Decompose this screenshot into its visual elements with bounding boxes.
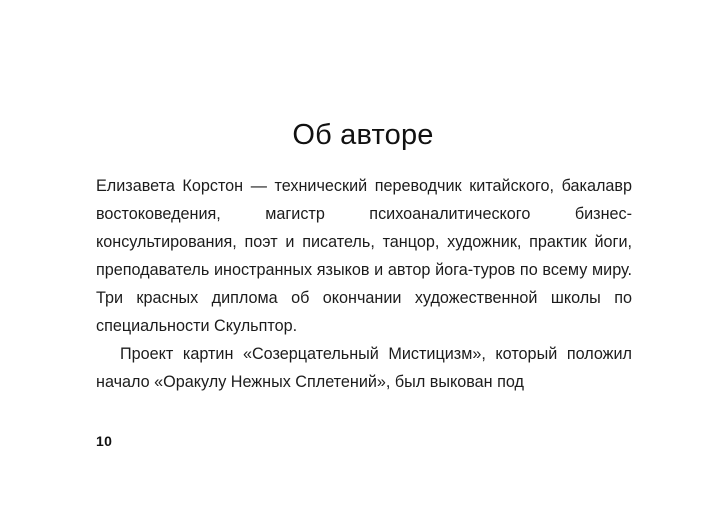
page-title: Об авторе [292,119,434,152]
body-text [96,172,632,396]
page-number: 10 [96,433,113,449]
paragraph-2: Проект картин «Созерцательный Мистицизм», который положил начало «Оракулу Нежных Сплетений», был выкован под [96,345,632,391]
paragraph-1: Елизавета Корстон — технический переводчик китайского, бакалавр востоковедения, магистр психоаналитического бизнес-консультирования, поэт и писатель, танцор, художник, практик йоги, преподаватель иностранных языков и автор йога-туров по всему миру. Три красных диплома об окончании художественной школы по специальности Скульптор. [96,177,632,335]
